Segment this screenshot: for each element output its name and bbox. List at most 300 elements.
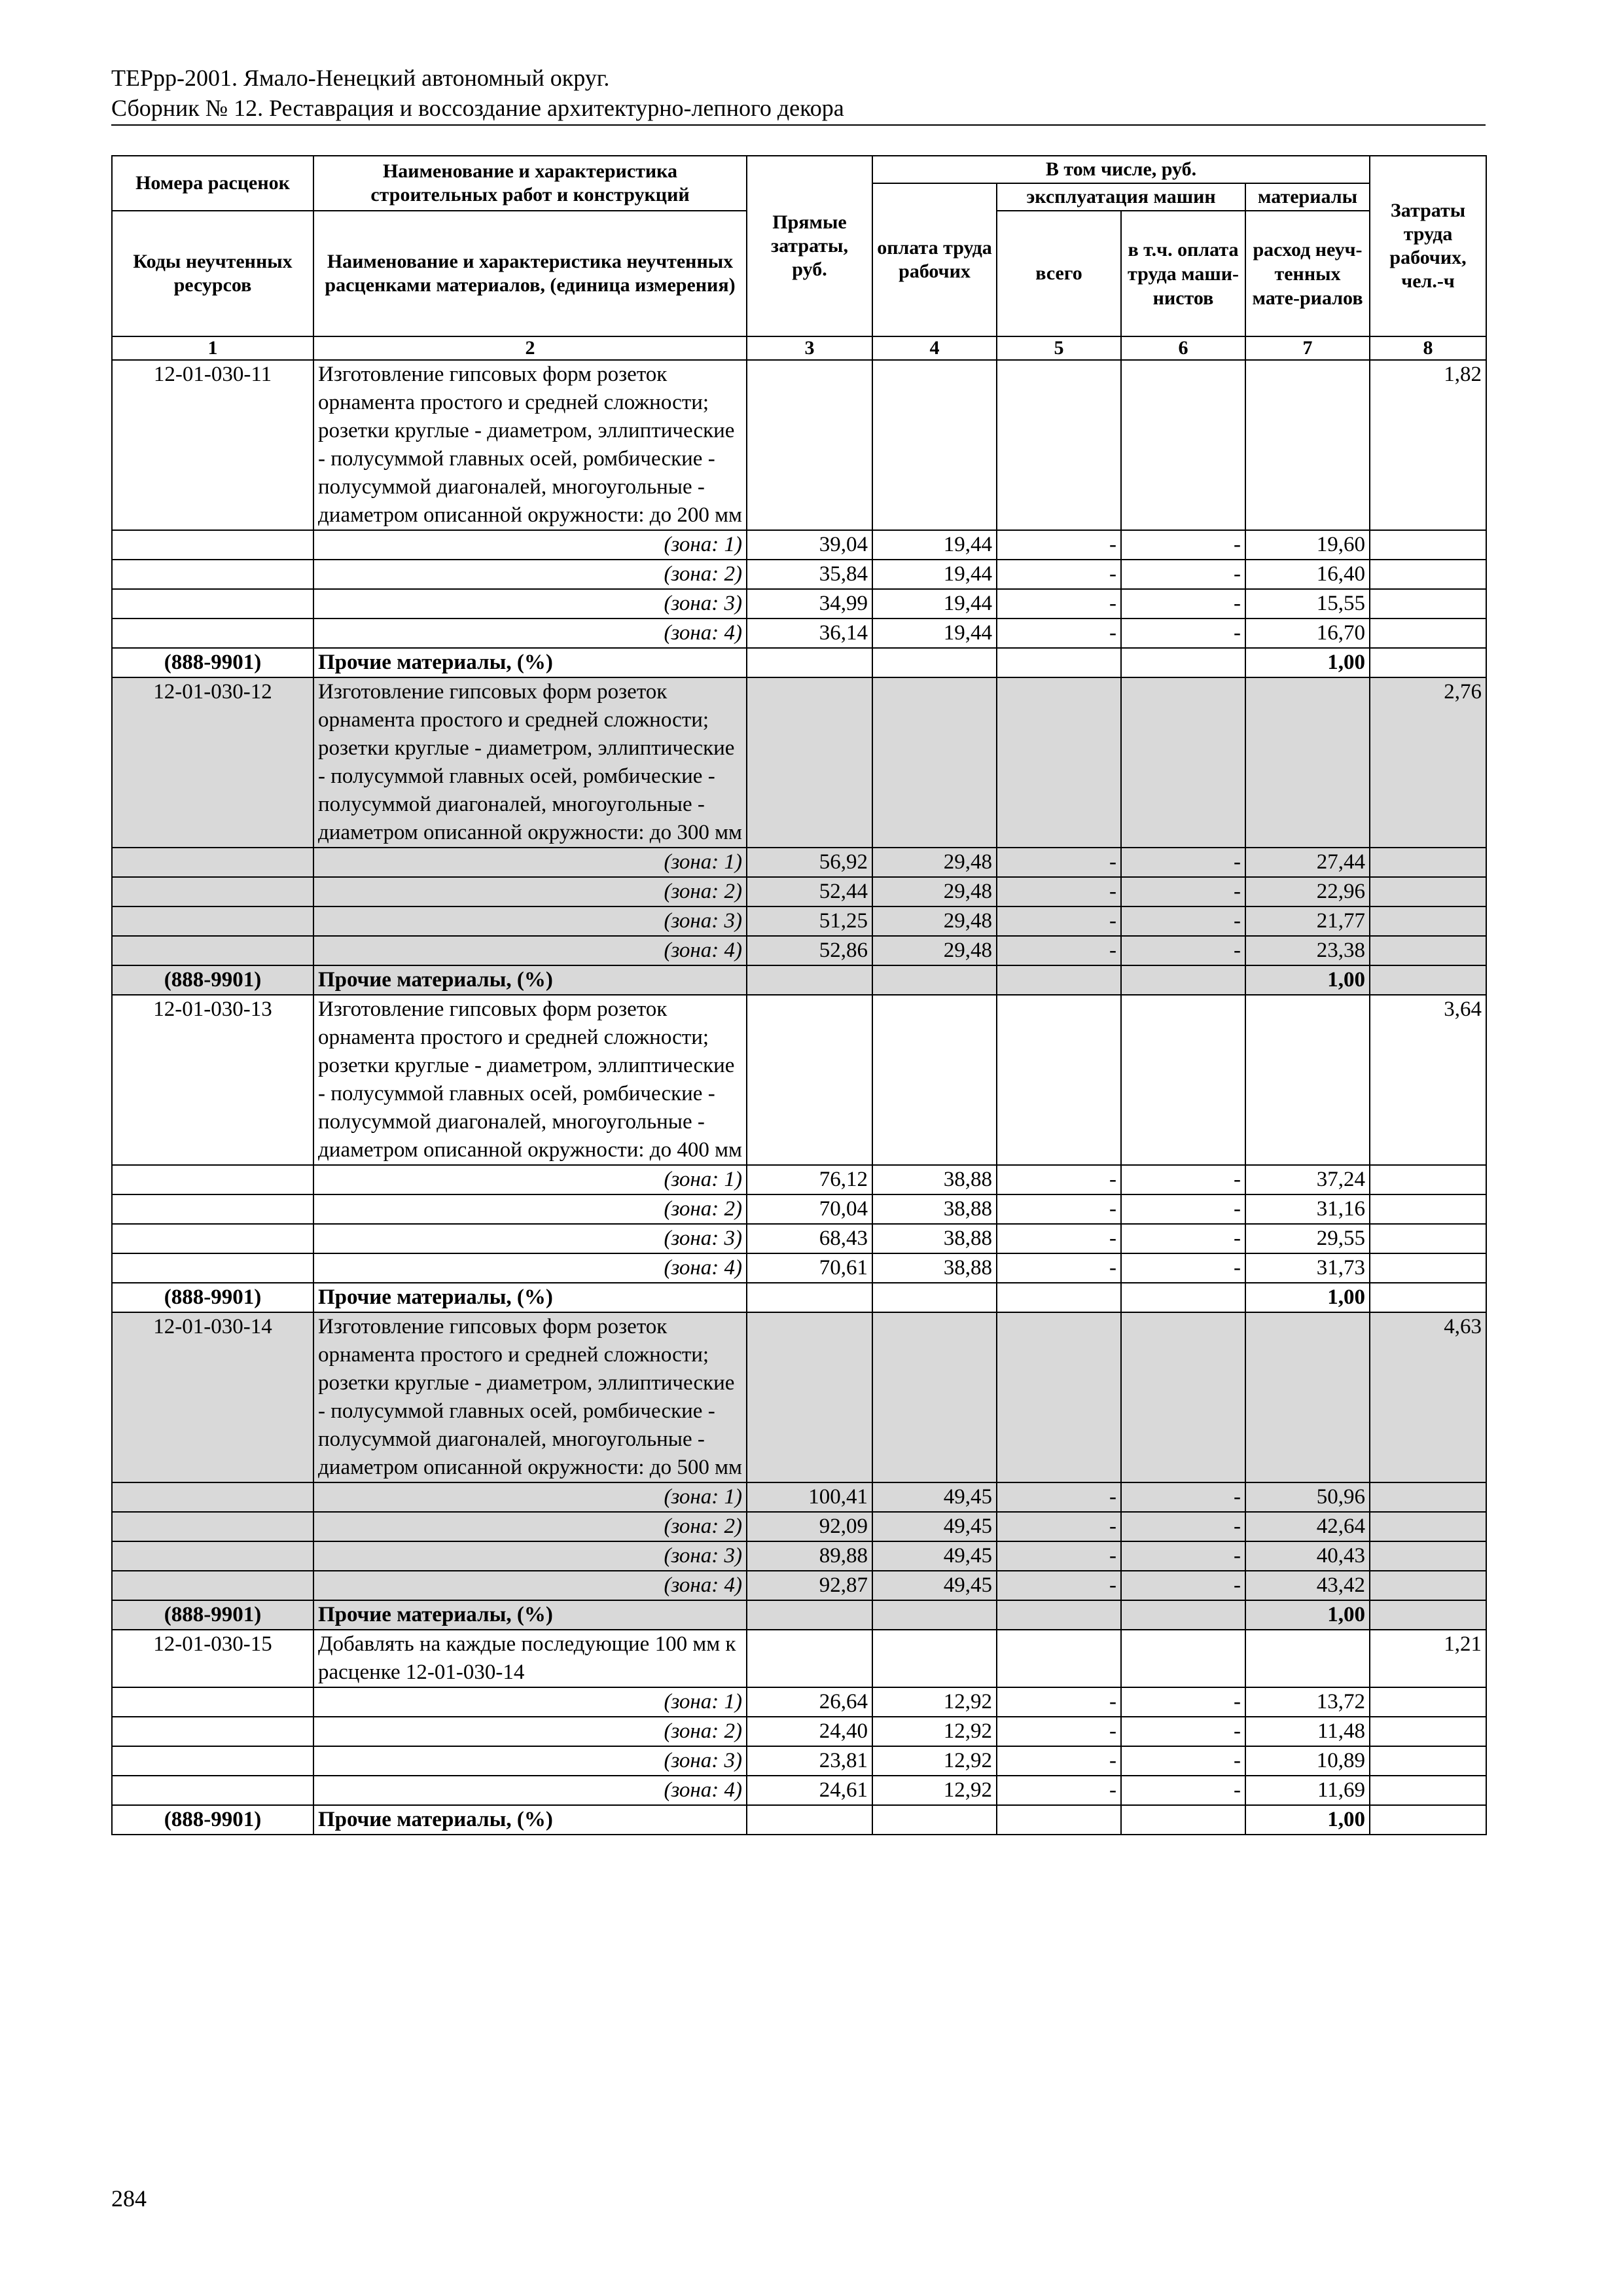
direct-costs-cell	[747, 1312, 872, 1482]
empty-cell	[112, 1541, 313, 1571]
empty-cell	[1370, 1746, 1486, 1776]
worker-pay: 29,48	[872, 906, 997, 936]
column-number: 8	[1370, 336, 1486, 360]
materials-cost: 50,96	[1245, 1482, 1370, 1512]
rate-description: Добавлять на каждые последующие 100 мм к расценке 12-01-030-14	[313, 1630, 747, 1687]
th-unaccounted-consumption: расход неуч-тенных мате-риалов	[1245, 211, 1370, 336]
direct-costs: 51,25	[747, 906, 872, 936]
resource-name: Прочие материалы, (%)	[313, 1283, 747, 1312]
empty-cell	[747, 965, 872, 995]
empty-cell	[1370, 1253, 1486, 1283]
empty-cell	[1370, 648, 1486, 677]
direct-costs: 92,09	[747, 1512, 872, 1541]
direct-costs: 56,92	[747, 848, 872, 877]
direct-costs-cell	[747, 360, 872, 530]
empty-cell	[112, 1571, 313, 1600]
zone-row	[112, 1482, 1486, 1512]
th-material-name: Наименование и характеристика неучтенных расценками материалов, (единица измерения)	[313, 211, 747, 336]
machinist-pay: -	[1121, 906, 1245, 936]
zone-row	[112, 848, 1486, 877]
direct-costs: 89,88	[747, 1541, 872, 1571]
header-subtitle: Сборник № 12. Реставрация и воссоздание архитектурно-лепного декора	[111, 95, 844, 121]
empty-cell	[1370, 1482, 1486, 1512]
empty-cell	[1370, 560, 1486, 589]
other-materials-row	[112, 1600, 1486, 1630]
worker-pay: 29,48	[872, 877, 997, 906]
rate-code: 12-01-030-15	[112, 1630, 313, 1687]
other-materials-row	[112, 1805, 1486, 1835]
worker-pay: 38,88	[872, 1194, 997, 1224]
materials-cost: 13,72	[1245, 1687, 1370, 1717]
machinist-pay: -	[1121, 1253, 1245, 1283]
materials-cost: 40,43	[1245, 1541, 1370, 1571]
zone-label: (зона: 4)	[313, 1776, 747, 1805]
resource-consumption: 1,00	[1245, 648, 1370, 677]
materials-cost: 16,70	[1245, 619, 1370, 648]
materials-cell	[1245, 1630, 1370, 1687]
empty-cell	[1370, 1805, 1486, 1835]
zone-label: (зона: 2)	[313, 877, 747, 906]
zone-label: (зона: 1)	[313, 848, 747, 877]
column-number: 4	[872, 336, 997, 360]
machines-total: -	[997, 1253, 1121, 1283]
direct-costs: 52,44	[747, 877, 872, 906]
machinist-pay: -	[1121, 1571, 1245, 1600]
materials-cost: 16,40	[1245, 560, 1370, 589]
empty-cell	[1370, 1600, 1486, 1630]
resource-code: (888-9901)	[112, 1600, 313, 1630]
other-materials-row	[112, 965, 1486, 995]
empty-cell	[112, 1776, 313, 1805]
direct-costs: 35,84	[747, 560, 872, 589]
machinist-pay: -	[1121, 530, 1245, 560]
worker-pay: 49,45	[872, 1512, 997, 1541]
worker-pay-cell	[872, 1630, 997, 1687]
empty-cell	[112, 1746, 313, 1776]
machinist-pay: -	[1121, 1512, 1245, 1541]
direct-costs-cell	[747, 995, 872, 1165]
zone-row	[112, 1194, 1486, 1224]
worker-pay: 49,45	[872, 1571, 997, 1600]
empty-cell	[1370, 619, 1486, 648]
th-direct-costs: Прямые затраты, руб.	[747, 156, 872, 336]
empty-cell	[1370, 936, 1486, 965]
machines-total: -	[997, 848, 1121, 877]
zone-row	[112, 589, 1486, 619]
rate-row	[112, 677, 1486, 848]
zone-label: (зона: 3)	[313, 1541, 747, 1571]
zone-label: (зона: 4)	[313, 936, 747, 965]
worker-pay: 49,45	[872, 1541, 997, 1571]
empty-cell	[1121, 648, 1245, 677]
direct-costs: 23,81	[747, 1746, 872, 1776]
worker-pay-cell	[872, 1312, 997, 1482]
labor-costs: 1,21	[1370, 1630, 1486, 1687]
direct-costs: 34,99	[747, 589, 872, 619]
worker-pay: 38,88	[872, 1165, 997, 1194]
column-number-row	[112, 336, 1486, 360]
th-work-name: Наименование и характеристика строительных работ и конструкций	[313, 156, 747, 211]
empty-cell	[1370, 1541, 1486, 1571]
column-number: 7	[1245, 336, 1370, 360]
direct-costs-cell	[747, 677, 872, 848]
empty-cell	[112, 1194, 313, 1224]
worker-pay: 38,88	[872, 1253, 997, 1283]
materials-cost: 37,24	[1245, 1165, 1370, 1194]
worker-pay: 12,92	[872, 1746, 997, 1776]
machinist-pay: -	[1121, 1746, 1245, 1776]
resource-name: Прочие материалы, (%)	[313, 1600, 747, 1630]
materials-cell	[1245, 995, 1370, 1165]
empty-cell	[1370, 906, 1486, 936]
th-worker-pay: оплата труда рабочих	[872, 183, 997, 336]
empty-cell	[872, 1805, 997, 1835]
empty-cell	[747, 1805, 872, 1835]
worker-pay: 49,45	[872, 1482, 997, 1512]
machines-total: -	[997, 560, 1121, 589]
materials-cost: 31,73	[1245, 1253, 1370, 1283]
resource-code: (888-9901)	[112, 965, 313, 995]
rate-code: 12-01-030-11	[112, 360, 313, 530]
empty-cell	[1370, 1224, 1486, 1253]
labor-costs: 3,64	[1370, 995, 1486, 1165]
header-title: ТЕРрр-2001. Ямало-Ненецкий автономный округ.	[111, 65, 610, 91]
zone-label: (зона: 1)	[313, 1482, 747, 1512]
rate-entry	[112, 1630, 1486, 1835]
empty-cell	[1370, 1687, 1486, 1717]
empty-cell	[1121, 1283, 1245, 1312]
worker-pay: 29,48	[872, 848, 997, 877]
column-number: 5	[997, 336, 1121, 360]
machinists-cell	[1121, 995, 1245, 1165]
worker-pay: 19,44	[872, 560, 997, 589]
empty-cell	[112, 619, 313, 648]
empty-cell	[1370, 530, 1486, 560]
empty-cell	[1370, 589, 1486, 619]
zone-label: (зона: 2)	[313, 1512, 747, 1541]
empty-cell	[1370, 965, 1486, 995]
empty-cell	[1121, 965, 1245, 995]
machines-cell	[997, 995, 1121, 1165]
zone-label: (зона: 1)	[313, 530, 747, 560]
zone-label: (зона: 3)	[313, 589, 747, 619]
empty-cell	[872, 1283, 997, 1312]
empty-cell	[997, 1805, 1121, 1835]
materials-cost: 23,38	[1245, 936, 1370, 965]
column-number: 6	[1121, 336, 1245, 360]
rate-entry	[112, 677, 1486, 995]
zone-row	[112, 1512, 1486, 1541]
direct-costs-cell	[747, 1630, 872, 1687]
machines-total: -	[997, 1512, 1121, 1541]
empty-cell	[1370, 1571, 1486, 1600]
empty-cell	[112, 1687, 313, 1717]
empty-cell	[112, 530, 313, 560]
empty-cell	[1121, 1805, 1245, 1835]
machines-total: -	[997, 1194, 1121, 1224]
direct-costs: 76,12	[747, 1165, 872, 1194]
rate-row	[112, 1630, 1486, 1687]
machinist-pay: -	[1121, 1482, 1245, 1512]
zone-row	[112, 619, 1486, 648]
worker-pay: 29,48	[872, 936, 997, 965]
rate-code: 12-01-030-13	[112, 995, 313, 1165]
empty-cell	[747, 648, 872, 677]
rate-description: Изготовление гипсовых форм розеток орнамента простого и средней сложности; розетки круглые - диаметром, эллиптические - полусуммой главных осей, ромбические - полусуммой диагоналей, многоугольные - диаметром описанной окружности: до 400 мм	[313, 995, 747, 1165]
header-rule	[111, 124, 1486, 126]
machinist-pay: -	[1121, 1194, 1245, 1224]
worker-pay-cell	[872, 360, 997, 530]
materials-cost: 31,16	[1245, 1194, 1370, 1224]
machines-cell	[997, 677, 1121, 848]
machinists-cell	[1121, 360, 1245, 530]
empty-cell	[1370, 1776, 1486, 1805]
resource-code: (888-9901)	[112, 1805, 313, 1835]
empty-cell	[112, 848, 313, 877]
worker-pay: 12,92	[872, 1717, 997, 1746]
empty-cell	[872, 1600, 997, 1630]
machines-total: -	[997, 1746, 1121, 1776]
th-labor-costs: Затраты труда рабочих, чел.-ч	[1370, 156, 1486, 336]
machinist-pay: -	[1121, 619, 1245, 648]
machinist-pay: -	[1121, 1165, 1245, 1194]
worker-pay: 12,92	[872, 1776, 997, 1805]
machinists-cell	[1121, 1312, 1245, 1482]
machines-total: -	[997, 1541, 1121, 1571]
zone-label: (зона: 2)	[313, 560, 747, 589]
machines-total: -	[997, 877, 1121, 906]
materials-cost: 11,48	[1245, 1717, 1370, 1746]
empty-cell	[1370, 1717, 1486, 1746]
worker-pay-cell	[872, 995, 997, 1165]
other-materials-row	[112, 1283, 1486, 1312]
zone-row	[112, 1746, 1486, 1776]
rate-row	[112, 1312, 1486, 1482]
th-machine-operation: эксплуатация машин	[997, 183, 1245, 211]
materials-cell	[1245, 360, 1370, 530]
empty-cell	[112, 1482, 313, 1512]
empty-cell	[112, 1253, 313, 1283]
machines-total: -	[997, 589, 1121, 619]
empty-cell	[112, 906, 313, 936]
direct-costs: 24,40	[747, 1717, 872, 1746]
machinist-pay: -	[1121, 1541, 1245, 1571]
machines-total: -	[997, 1482, 1121, 1512]
column-number: 2	[313, 336, 747, 360]
materials-cost: 21,77	[1245, 906, 1370, 936]
empty-cell	[872, 965, 997, 995]
resource-code: (888-9901)	[112, 1283, 313, 1312]
machinist-pay: -	[1121, 1717, 1245, 1746]
materials-cost: 29,55	[1245, 1224, 1370, 1253]
direct-costs: 26,64	[747, 1687, 872, 1717]
empty-cell	[997, 965, 1121, 995]
zone-row	[112, 530, 1486, 560]
column-number: 1	[112, 336, 313, 360]
direct-costs: 70,04	[747, 1194, 872, 1224]
machines-total: -	[997, 1687, 1121, 1717]
direct-costs: 68,43	[747, 1224, 872, 1253]
machines-total: -	[997, 1717, 1121, 1746]
empty-cell	[1370, 877, 1486, 906]
empty-cell	[1370, 1165, 1486, 1194]
empty-cell	[1370, 1283, 1486, 1312]
machinist-pay: -	[1121, 1687, 1245, 1717]
worker-pay: 19,44	[872, 619, 997, 648]
machinist-pay: -	[1121, 560, 1245, 589]
th-total: всего	[997, 211, 1121, 336]
empty-cell	[997, 1600, 1121, 1630]
zone-row	[112, 1571, 1486, 1600]
direct-costs: 92,87	[747, 1571, 872, 1600]
empty-cell	[112, 1224, 313, 1253]
machinist-pay: -	[1121, 1224, 1245, 1253]
zone-row	[112, 1165, 1486, 1194]
th-rate-numbers: Номера расценок	[112, 156, 313, 211]
direct-costs: 39,04	[747, 530, 872, 560]
page-number: 284	[111, 2185, 147, 2212]
direct-costs: 70,61	[747, 1253, 872, 1283]
empty-cell	[1370, 1512, 1486, 1541]
labor-costs: 1,82	[1370, 360, 1486, 530]
empty-cell	[112, 1512, 313, 1541]
machines-total: -	[997, 1165, 1121, 1194]
empty-cell	[997, 648, 1121, 677]
resource-consumption: 1,00	[1245, 1283, 1370, 1312]
empty-cell	[112, 560, 313, 589]
resource-consumption: 1,00	[1245, 1805, 1370, 1835]
machines-total: -	[997, 1224, 1121, 1253]
zone-label: (зона: 2)	[313, 1717, 747, 1746]
resource-consumption: 1,00	[1245, 1600, 1370, 1630]
empty-cell	[112, 1717, 313, 1746]
rate-description: Изготовление гипсовых форм розеток орнамента простого и средней сложности; розетки круглые - диаметром, эллиптические - полусуммой главных осей, ромбические - полусуммой диагоналей, многоугольные - диаметром описанной окружности: до 300 мм	[313, 677, 747, 848]
direct-costs: 36,14	[747, 619, 872, 648]
resource-name: Прочие материалы, (%)	[313, 965, 747, 995]
empty-cell	[1370, 848, 1486, 877]
resource-consumption: 1,00	[1245, 965, 1370, 995]
machines-total: -	[997, 1776, 1121, 1805]
materials-cost: 11,69	[1245, 1776, 1370, 1805]
machines-cell	[997, 1630, 1121, 1687]
materials-cost: 15,55	[1245, 589, 1370, 619]
other-materials-row	[112, 648, 1486, 677]
resource-name: Прочие материалы, (%)	[313, 648, 747, 677]
zone-label: (зона: 1)	[313, 1165, 747, 1194]
zone-row	[112, 1224, 1486, 1253]
machinists-cell	[1121, 1630, 1245, 1687]
th-machinist-pay: в т.ч. оплата труда маши-нистов	[1121, 211, 1245, 336]
worker-pay-cell	[872, 677, 997, 848]
zone-row	[112, 1776, 1486, 1805]
empty-cell	[112, 1165, 313, 1194]
zone-label: (зона: 3)	[313, 1224, 747, 1253]
empty-cell	[997, 1283, 1121, 1312]
machinist-pay: -	[1121, 589, 1245, 619]
materials-cell	[1245, 677, 1370, 848]
zone-row	[112, 1253, 1486, 1283]
machinist-pay: -	[1121, 848, 1245, 877]
worker-pay: 12,92	[872, 1687, 997, 1717]
worker-pay: 19,44	[872, 589, 997, 619]
rate-entry	[112, 360, 1486, 677]
materials-cell	[1245, 1312, 1370, 1482]
machines-cell	[997, 360, 1121, 530]
zone-row	[112, 936, 1486, 965]
materials-cost: 27,44	[1245, 848, 1370, 877]
zone-row	[112, 877, 1486, 906]
materials-cost: 42,64	[1245, 1512, 1370, 1541]
zone-label: (зона: 3)	[313, 906, 747, 936]
machinist-pay: -	[1121, 877, 1245, 906]
th-including: В том числе, руб.	[872, 156, 1370, 183]
machines-total: -	[997, 936, 1121, 965]
zone-row	[112, 906, 1486, 936]
resource-code: (888-9901)	[112, 648, 313, 677]
zone-label: (зона: 4)	[313, 1571, 747, 1600]
materials-cost: 10,89	[1245, 1746, 1370, 1776]
rate-row	[112, 360, 1486, 530]
machines-cell	[997, 1312, 1121, 1482]
rate-description: Изготовление гипсовых форм розеток орнамента простого и средней сложности; розетки круглые - диаметром, эллиптические - полусуммой главных осей, ромбические - полусуммой диагоналей, многоугольные - диаметром описанной окружности: до 200 мм	[313, 360, 747, 530]
zone-row	[112, 1717, 1486, 1746]
machinists-cell	[1121, 677, 1245, 848]
th-resource-codes: Коды неучтенных ресурсов	[112, 211, 313, 336]
machinist-pay: -	[1121, 1776, 1245, 1805]
zone-label: (зона: 4)	[313, 619, 747, 648]
materials-cost: 43,42	[1245, 1571, 1370, 1600]
rate-description: Изготовление гипсовых форм розеток орнамента простого и средней сложности; розетки круглые - диаметром, эллиптические - полусуммой главных осей, ромбические - полусуммой диагоналей, многоугольные - диаметром описанной окружности: до 500 мм	[313, 1312, 747, 1482]
zone-row	[112, 1541, 1486, 1571]
machines-total: -	[997, 619, 1121, 648]
th-materials: материалы	[1245, 183, 1370, 211]
empty-cell	[872, 648, 997, 677]
zone-row	[112, 1687, 1486, 1717]
rates-table	[111, 155, 1487, 1835]
empty-cell	[747, 1283, 872, 1312]
materials-cost: 22,96	[1245, 877, 1370, 906]
rate-code: 12-01-030-14	[112, 1312, 313, 1482]
empty-cell	[1121, 1600, 1245, 1630]
direct-costs: 100,41	[747, 1482, 872, 1512]
rate-code: 12-01-030-12	[112, 677, 313, 848]
labor-costs: 4,63	[1370, 1312, 1486, 1482]
machinist-pay: -	[1121, 936, 1245, 965]
labor-costs: 2,76	[1370, 677, 1486, 848]
zone-label: (зона: 2)	[313, 1194, 747, 1224]
direct-costs: 52,86	[747, 936, 872, 965]
worker-pay: 19,44	[872, 530, 997, 560]
machines-total: -	[997, 1571, 1121, 1600]
worker-pay: 38,88	[872, 1224, 997, 1253]
empty-cell	[112, 936, 313, 965]
column-number: 3	[747, 336, 872, 360]
empty-cell	[747, 1600, 872, 1630]
materials-cost: 19,60	[1245, 530, 1370, 560]
zone-label: (зона: 4)	[313, 1253, 747, 1283]
zone-label: (зона: 3)	[313, 1746, 747, 1776]
rate-row	[112, 995, 1486, 1165]
zone-label: (зона: 1)	[313, 1687, 747, 1717]
rate-entry	[112, 995, 1486, 1312]
zone-row	[112, 560, 1486, 589]
empty-cell	[112, 877, 313, 906]
direct-costs: 24,61	[747, 1776, 872, 1805]
machines-total: -	[997, 906, 1121, 936]
machines-total: -	[997, 530, 1121, 560]
rate-entry	[112, 1312, 1486, 1630]
empty-cell	[112, 589, 313, 619]
